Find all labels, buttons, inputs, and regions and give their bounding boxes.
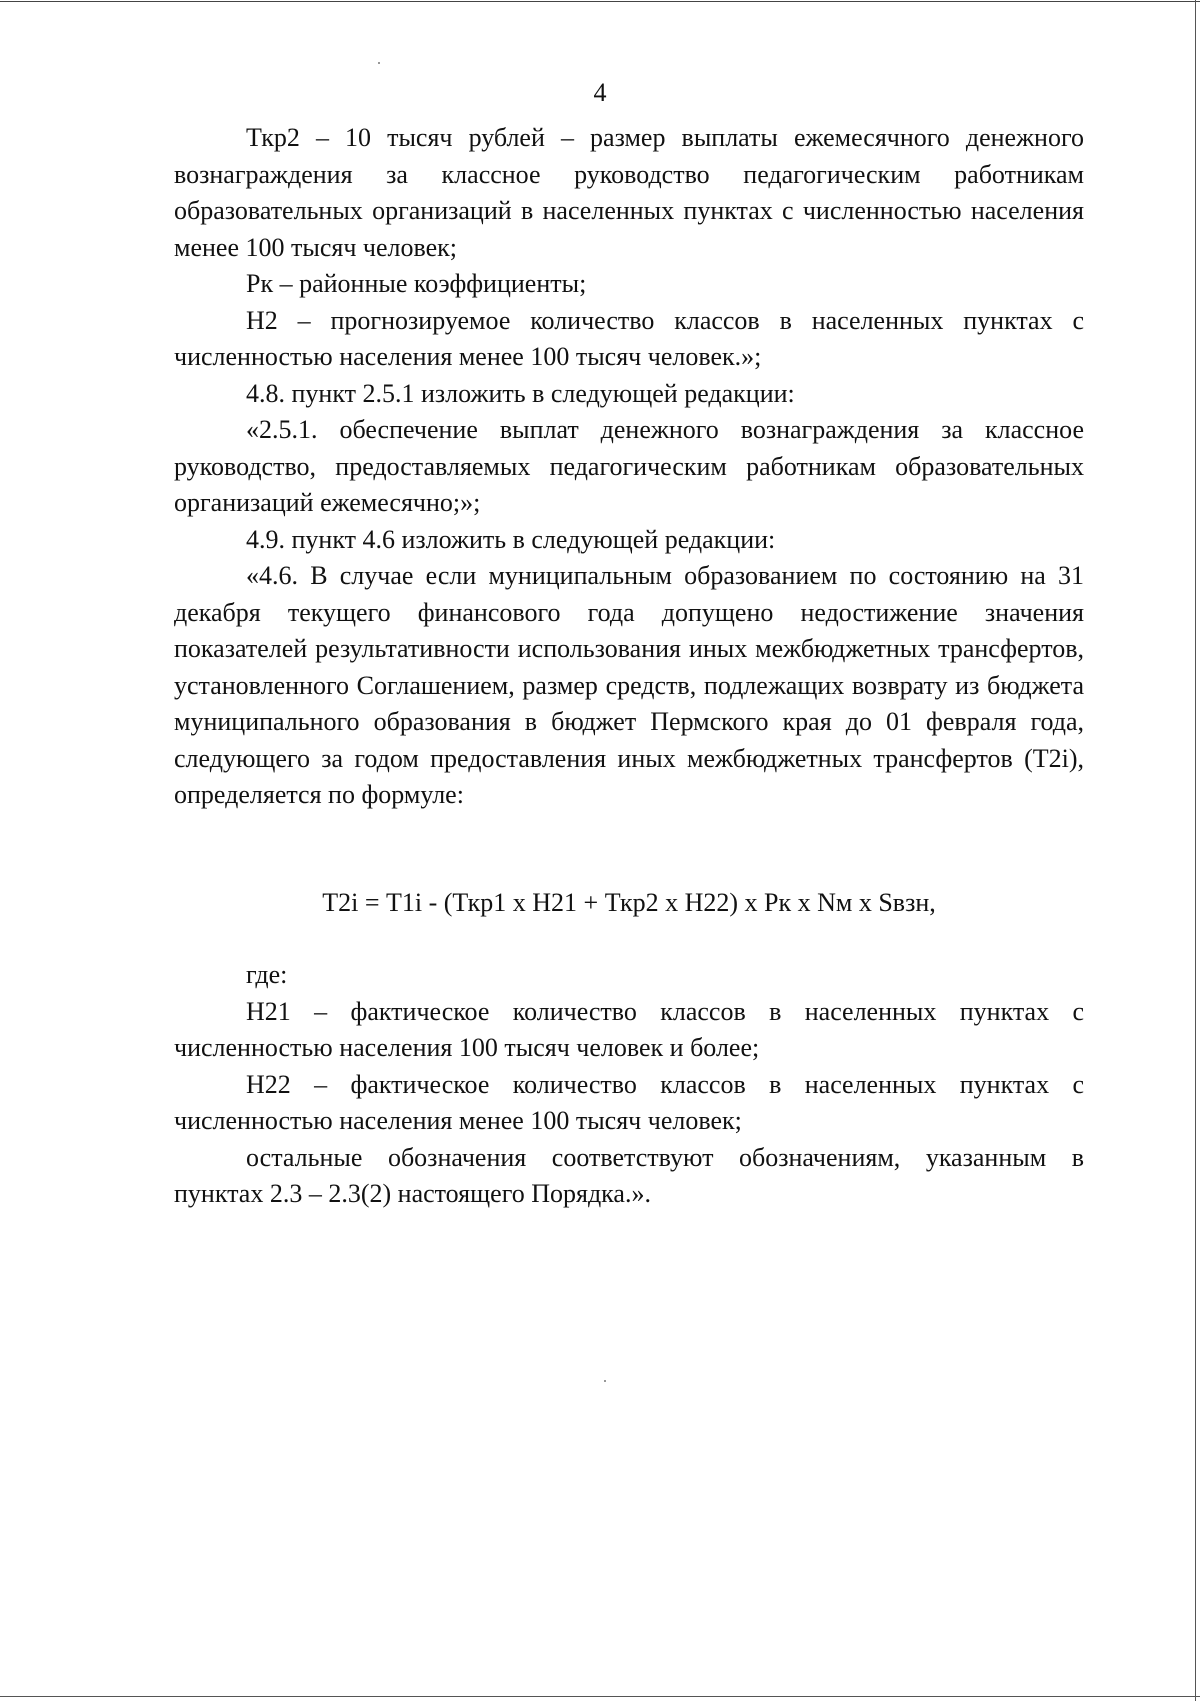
- paragraph-other-notations: остальные обозначения соответствуют обозначениям, указанным в пунктах 2.3 – 2.3(2) настоящего Порядка.».: [174, 1142, 1084, 1208]
- scan-edge-top: [0, 1, 1200, 2]
- paragraph-n22-definition: Н22 – фактическое количество классов в населенных пунктах с численностью населения менее 100 тысяч человек;: [174, 1069, 1084, 1135]
- paragraph-n21-definition: Н21 – фактическое количество классов в населенных пунктах с численностью населения 100 тысяч человек и более;: [174, 996, 1084, 1062]
- scan-speck: [378, 62, 380, 64]
- scan-edge-right: [1195, 0, 1196, 1701]
- paragraph-rk-definition: Рк – районные коэффициенты;: [246, 269, 587, 298]
- paragraph-clause-4-6: «4.6. В случае если муниципальным образованием по состоянию на 31 декабря текущего финансового года допущено недостижение значения показателей результативности использования иных межбюджетных трансфертов, установленного Соглашением, размер средств, подлежащих возврату из бюджета муниципального образования в бюджет Пермского края до 01 февраля года, следующего за годом предоставления иных межбюджетных трансфертов (Т2i), определяется по формуле:: [174, 561, 1084, 809]
- formula-t2i: Т2i = Т1i - (Ткр1 х Н21 + Ткр2 х Н22) х Рк х Nм х Sвзн,: [322, 888, 936, 917]
- scan-edge-bottom: [0, 1696, 1200, 1697]
- paragraph-item-4-9: 4.9. пункт 4.6 изложить в следующей редакции:: [246, 524, 776, 554]
- scan-speck: [604, 1380, 606, 1382]
- paragraph-item-4-8: 4.8. пункт 2.5.1 изложить в следующей редакции:: [246, 378, 795, 408]
- page-number: 4: [593, 78, 607, 107]
- paragraph-tkr2-definition: Ткр2 – 10 тысяч рублей – размер выплаты ежемесячного денежного вознаграждения за классное руководство педагогическим работникам образовательных организаций в населенных пунктах с численностью населения менее 100 тысяч человек;: [174, 123, 1084, 262]
- paragraph-n2-definition: Н2 – прогнозируемое количество классов в населенных пунктах с численностью населения менее 100 тысяч человек.»;: [174, 305, 1084, 371]
- formula-block: [174, 885, 1084, 921]
- upper-text-block: [174, 120, 1084, 814]
- lower-text-block: [174, 957, 1084, 1213]
- paragraph-clause-2-5-1: «2.5.1. обеспечение выплат денежного вознаграждения за классное руководство, предоставляемых педагогическим работникам образовательных организаций ежемесячно;»;: [174, 415, 1084, 517]
- paragraph-where: где:: [246, 960, 288, 989]
